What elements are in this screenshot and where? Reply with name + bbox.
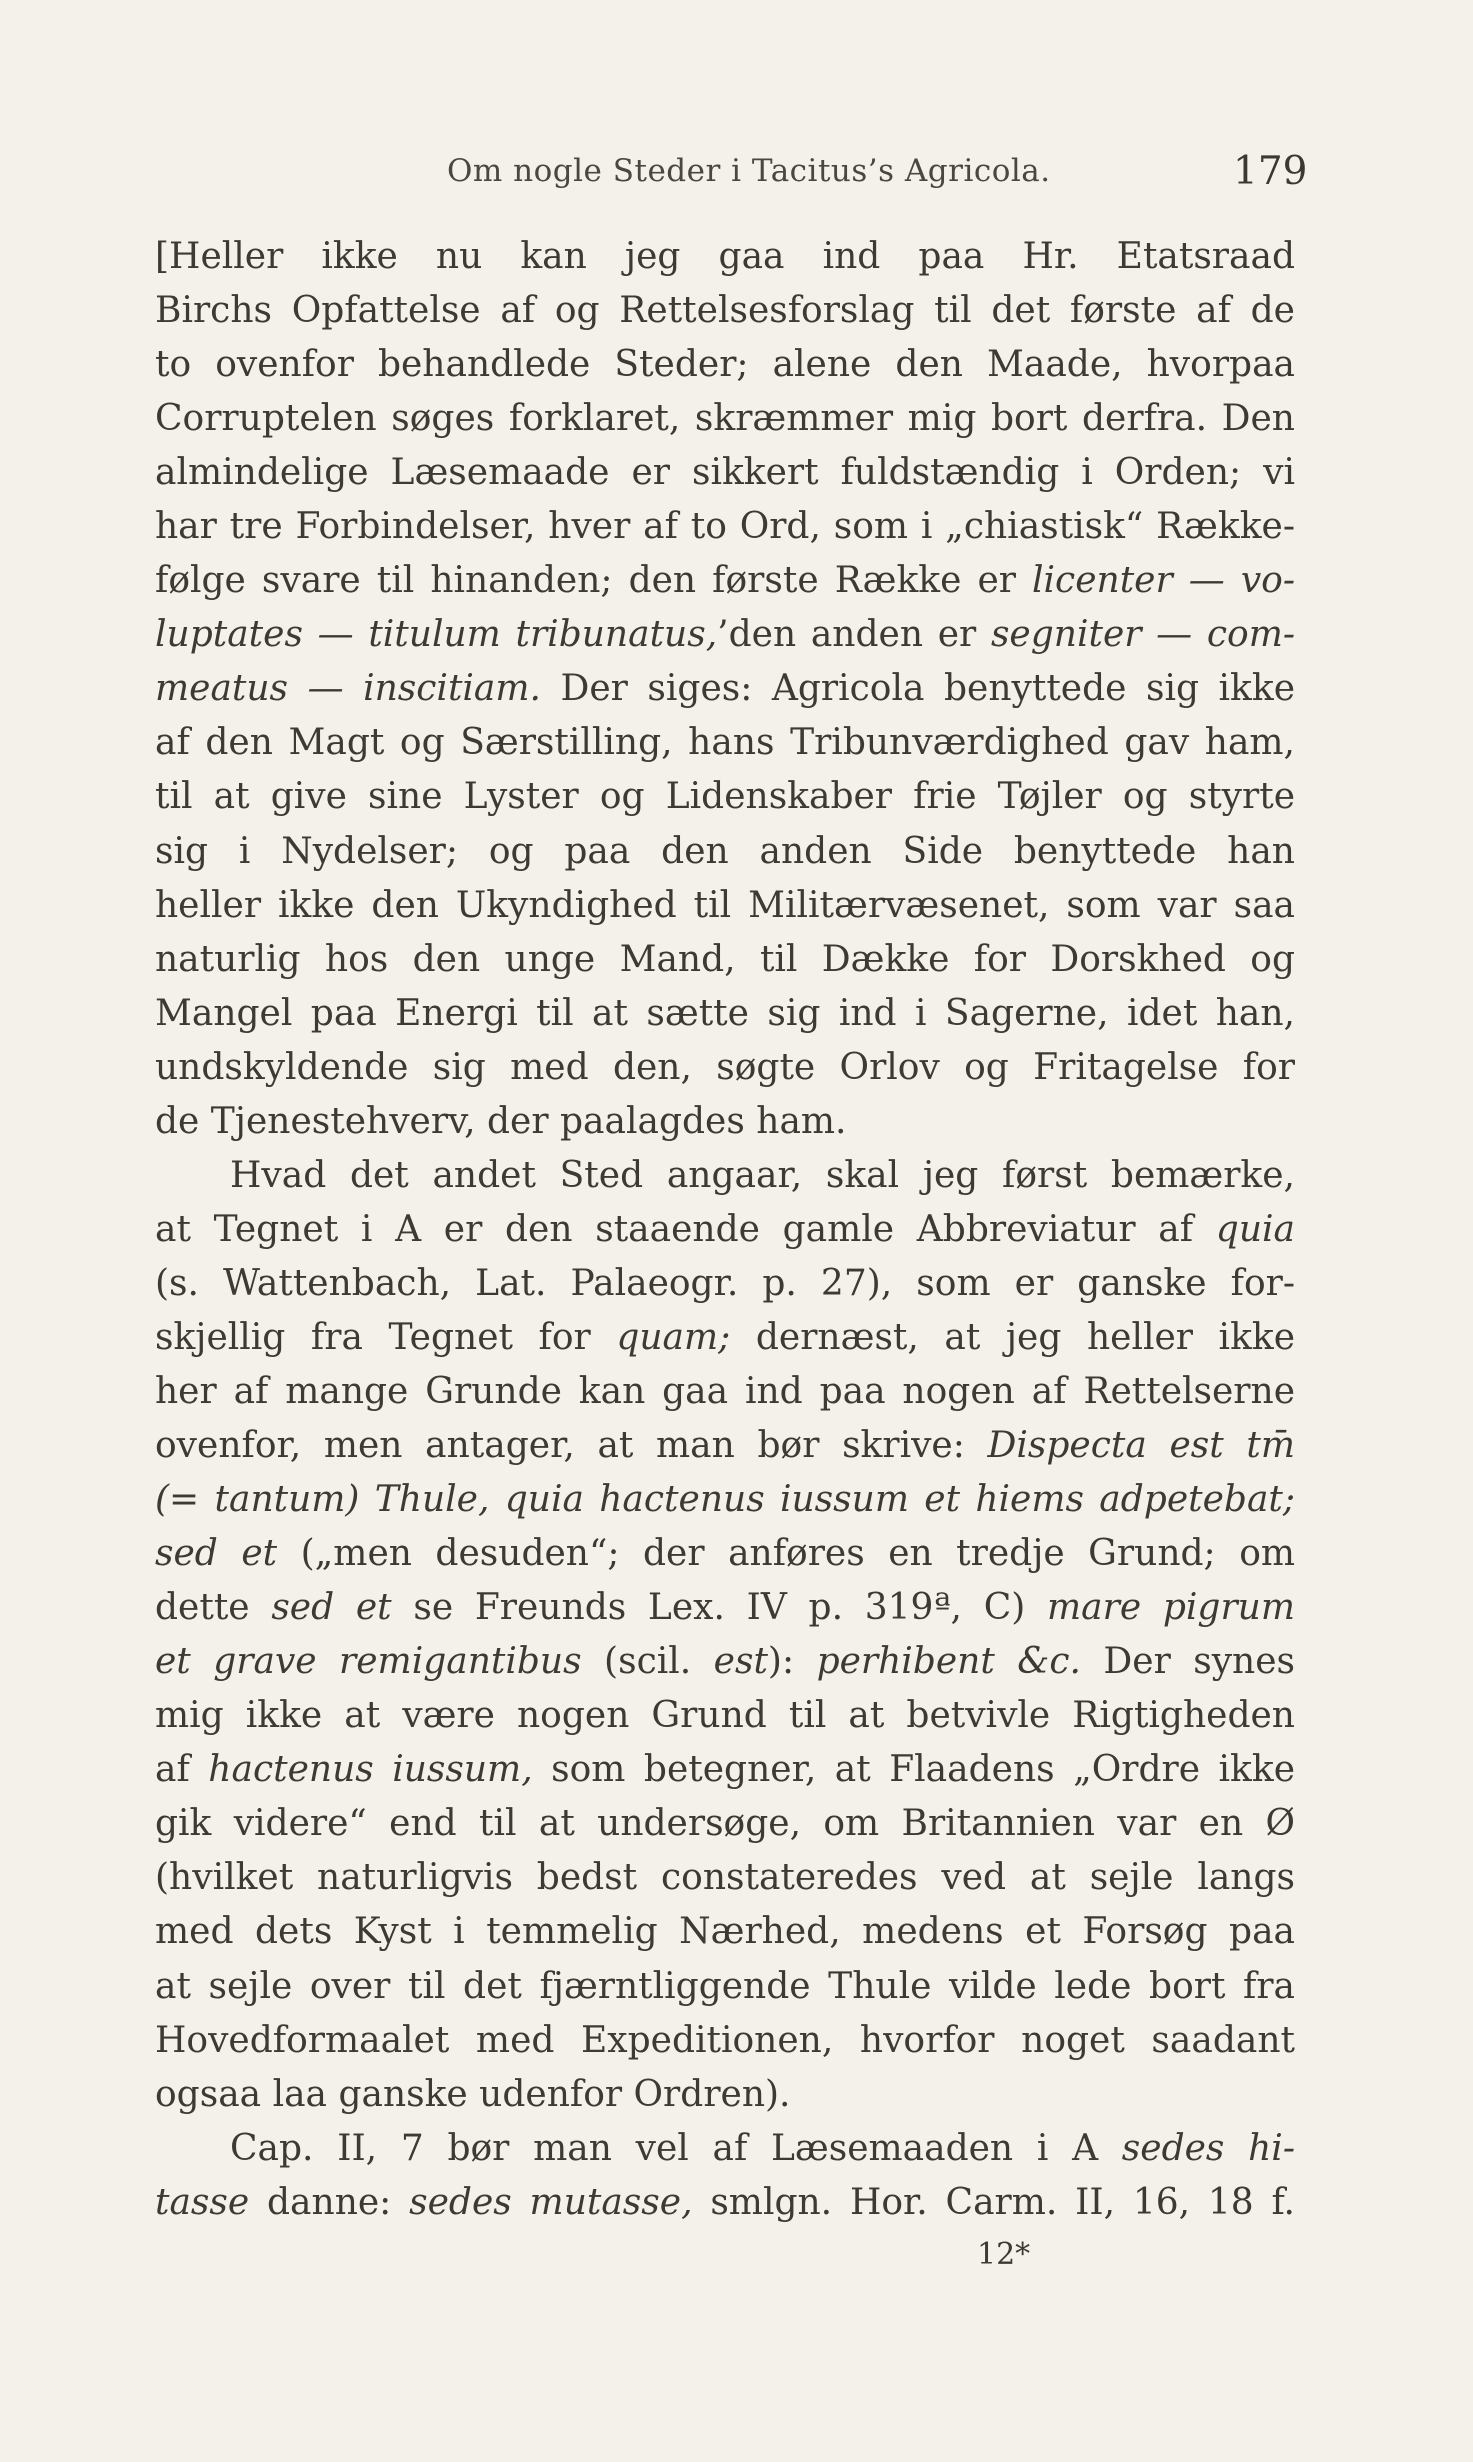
text-line xyxy=(155,1905,1295,1959)
text-segment: to ovenfor behandlede Steder; alene den Maade, hvorpaa xyxy=(155,344,1295,386)
text-line xyxy=(155,987,1295,1041)
text-line xyxy=(155,825,1295,879)
text-line xyxy=(155,2014,1295,2068)
text-segment: gik videre“ end til at undersøge, om Britannien var en Ø xyxy=(155,1803,1295,1845)
text-segment: (s. Wattenbach, Lat. Palaeogr. p. 27), som er ganske for- xyxy=(155,1262,1295,1304)
italic-text-segment: sedes hi- xyxy=(1121,2127,1295,2169)
text-line xyxy=(155,1851,1295,1905)
text-line xyxy=(155,1365,1295,1419)
text-line xyxy=(155,1689,1295,1743)
text-line xyxy=(155,933,1295,987)
text-segment: at Tegnet i A er den staaende gamle Abbreviatur af xyxy=(155,1208,1216,1250)
running-head xyxy=(0,149,1473,203)
text-line xyxy=(155,2068,1295,2122)
italic-text-segment: (= tantum) Thule, quia hactenus iussum et hiems adpetebat; xyxy=(155,1479,1295,1521)
text-line xyxy=(155,446,1295,500)
text-segment: af xyxy=(155,1749,209,1791)
italic-text-segment: segniter — com- xyxy=(990,614,1296,656)
text-line xyxy=(155,879,1295,933)
text-line xyxy=(155,1257,1295,1311)
text-line xyxy=(155,1743,1295,1797)
running-head-title: Om nogle Steder i Tacitus’s Agricola. xyxy=(447,153,1051,189)
text-line xyxy=(155,1095,1295,1149)
text-segment: dernæst, at jeg heller ikke xyxy=(730,1316,1295,1358)
italic-text-segment: tasse xyxy=(155,2181,250,2223)
text-line xyxy=(155,1041,1295,1095)
italic-text-segment: quia xyxy=(1215,1208,1295,1250)
italic-text-segment: perhibent &c. xyxy=(816,1641,1081,1683)
text-line xyxy=(155,1797,1295,1851)
text-segment: Der synes xyxy=(1080,1641,1296,1683)
text-segment: følge svare til hinanden; den første Række er xyxy=(155,560,1033,602)
text-line xyxy=(155,1635,1295,1689)
italic-text-segment: est xyxy=(713,1641,768,1683)
text-segment: Der siges: Agricola benyttede sig ikke xyxy=(540,668,1295,710)
page-number: 179 xyxy=(1233,149,1308,194)
text-line xyxy=(155,338,1295,392)
text-segment: at sejle over til det fjærntliggende Thule vilde lede bort fra xyxy=(155,1965,1295,2007)
text-segment: her af mange Grunde kan gaa ind paa nogen af Rettelserne xyxy=(155,1370,1295,1412)
text-segment: sig i Nydelser; og paa den anden Side benyttede han xyxy=(155,830,1295,872)
italic-text-segment: quam; xyxy=(616,1316,731,1358)
text-segment: Hovedformaalet med Expeditionen, hvorfor noget saadant xyxy=(155,2019,1295,2061)
text-line xyxy=(155,608,1295,662)
text-segment: dette xyxy=(155,1587,272,1629)
italic-text-segment: sed et xyxy=(271,1587,392,1629)
text-segment: [Heller ikke nu kan jeg gaa ind paa Hr. Etatsraad xyxy=(155,236,1295,277)
italic-text-segment: mare pigrum xyxy=(1047,1587,1295,1629)
text-segment: ’den anden er xyxy=(717,614,991,656)
text-line xyxy=(155,770,1295,824)
italic-text-segment: sed et xyxy=(155,1533,278,1575)
text-segment: naturlig hos den unge Mand, til Dække for Dorskhed og xyxy=(155,938,1295,980)
text-line xyxy=(155,662,1295,716)
italic-text-segment: meatus — inscitiam. xyxy=(155,668,541,710)
text-segment: Cap. II, 7 bør man vel af Læsemaaden i A xyxy=(230,2127,1122,2169)
text-line xyxy=(155,500,1295,554)
text-segment: de Tjenestehverv, der paalagdes ham. xyxy=(155,1100,847,1142)
text-line xyxy=(155,2176,1295,2230)
text-segment: heller ikke den Ukyndighed til Militærvæsenet, som var saa xyxy=(155,884,1295,926)
italic-text-segment: Dispecta est tm̄ xyxy=(987,1425,1296,1467)
text-segment: til at give sine Lyster og Lidenskaber frie Tøjler og styrte xyxy=(155,776,1295,818)
signature-mark: 12* xyxy=(977,2237,1031,2272)
text-segment: (scil. xyxy=(581,1641,714,1683)
italic-text-segment: sedes mutasse, xyxy=(409,2181,693,2223)
text-segment: ogsaa laa ganske udenfor Ordren). xyxy=(155,2073,791,2115)
text-segment: („men desuden“; der anføres en tredje Grund; om xyxy=(277,1533,1295,1575)
text-line xyxy=(155,716,1295,770)
text-line xyxy=(155,1419,1295,1473)
text-line xyxy=(155,1149,1295,1203)
text-line xyxy=(155,1960,1295,2014)
text-line xyxy=(155,284,1295,338)
text-segment: som betegner, at Flaadens „Ordre ikke xyxy=(532,1749,1295,1791)
text-segment: smlgn. Hor. Carm. II, 16, 18 f. xyxy=(692,2181,1296,2223)
text-segment: har tre Forbindelser, hver af to Ord, som i „chiastisk“ Række- xyxy=(155,506,1295,548)
italic-text-segment: et grave remigantibus xyxy=(155,1641,582,1683)
text-line xyxy=(155,1203,1295,1257)
text-segment: ovenfor, men antager, at man bør skrive: xyxy=(155,1425,988,1467)
text-line xyxy=(155,1581,1295,1635)
text-line xyxy=(155,1527,1295,1581)
text-line xyxy=(155,392,1295,446)
text-line xyxy=(155,1473,1295,1527)
italic-text-segment: luptates — titulum tribunatus, xyxy=(155,614,718,656)
text-segment: ): xyxy=(767,1641,817,1683)
text-segment: Birchs Opfattelse af og Rettelsesforslag til det første af de xyxy=(155,290,1295,332)
text-segment: undskyldende sig med den, søgte Orlov og Fritagelse for xyxy=(155,1046,1295,1088)
text-segment: med dets Kyst i temmelig Nærhed, medens et Forsøg paa xyxy=(155,1911,1295,1953)
text-segment: Corruptelen søges forklaret, skræmmer mig bort derfra. Den xyxy=(155,398,1295,440)
text-segment: danne: xyxy=(249,2181,410,2223)
text-segment: mig ikke at være nogen Grund til at betvivle Rigtigheden xyxy=(155,1695,1295,1737)
text-segment: af den Magt og Særstilling, hans Tribunværdighed gav ham, xyxy=(155,722,1295,764)
text-segment: almindelige Læsemaade er sikkert fuldstændig i Orden; vi xyxy=(155,452,1295,494)
italic-text-segment: licenter — vo- xyxy=(1032,560,1295,602)
italic-text-segment: hactenus iussum, xyxy=(208,1749,533,1791)
text-line xyxy=(155,230,1295,284)
text-segment: Mangel paa Energi til at sætte sig ind i Sagerne, idet han, xyxy=(155,992,1295,1034)
text-line xyxy=(155,2122,1295,2176)
text-line xyxy=(155,1311,1295,1365)
text-line xyxy=(155,554,1295,608)
text-segment: skjellig fra Tegnet for xyxy=(155,1316,617,1358)
text-segment: Hvad det andet Sted angaar, skal jeg først bemærke, xyxy=(230,1154,1295,1196)
text-segment: se Freunds Lex. IV p. 319ª, C) xyxy=(391,1587,1048,1629)
text-segment: (hvilket naturligvis bedst constateredes ved at sejle langs xyxy=(155,1857,1295,1899)
body-text xyxy=(155,230,1295,2230)
